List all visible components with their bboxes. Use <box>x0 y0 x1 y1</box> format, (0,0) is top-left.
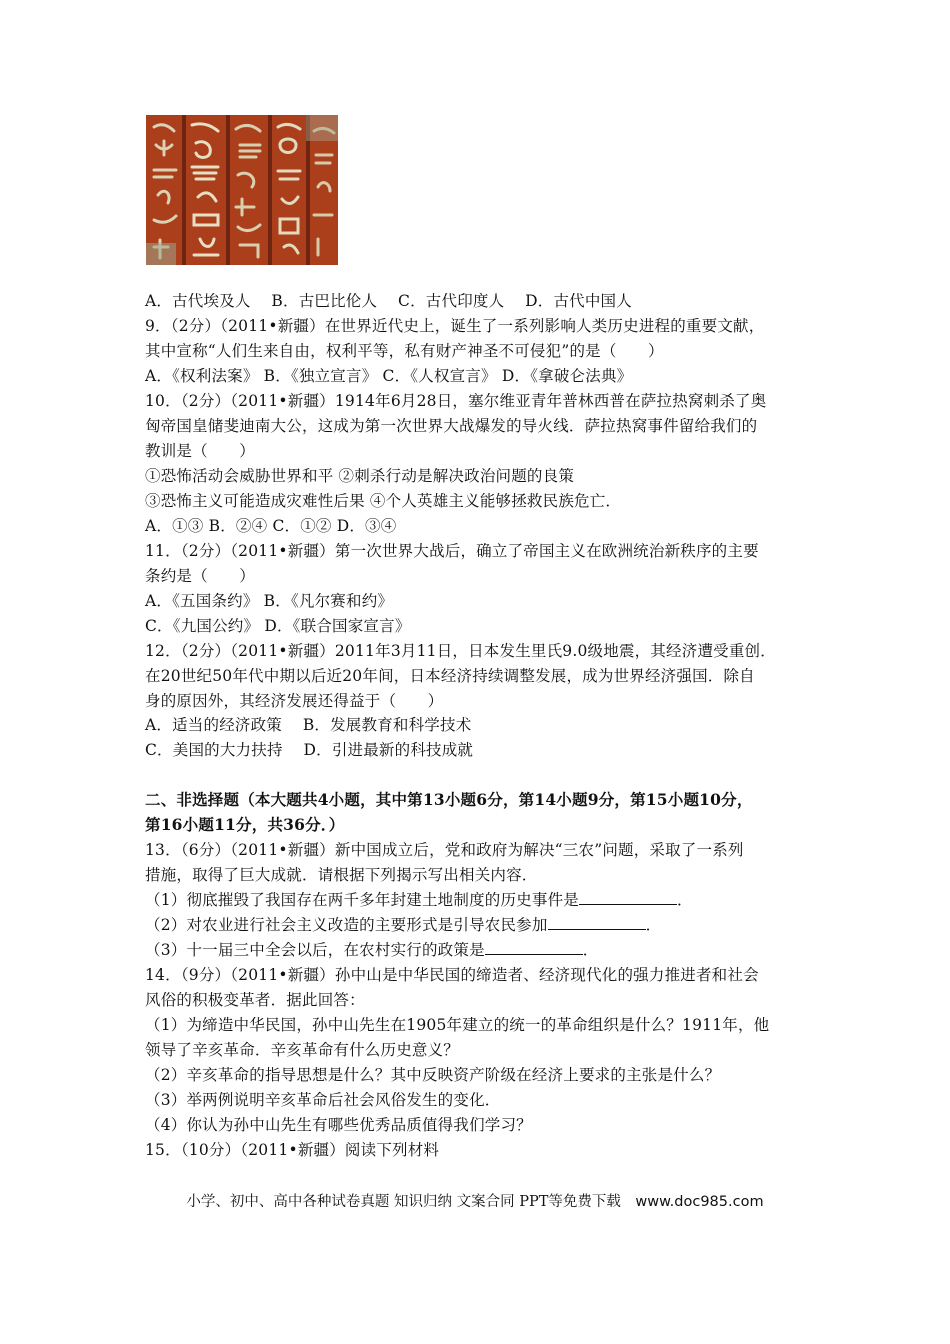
q12-options-2: C．美国的大力扶持 D．引进最新的科技成就 <box>145 741 474 759</box>
q11-options-2: C．《九国公约》 D．《联合国家宣言》 <box>145 617 411 635</box>
q14-part-3: （3）举两例说明辛亥革命后社会风俗发生的变化． <box>145 1091 501 1109</box>
q12-options-1: A．适当的经济政策 B．发展教育和科学技术 <box>145 716 472 734</box>
q9-options: A．《权利法案》 B．《独立宣言》 C．《人权宣言》 D．《拿破仑法典》 <box>145 367 633 385</box>
q13-part-3-end: ． <box>582 941 599 959</box>
q11-line-1: 11．（2分）（2011•新疆）第一次世界大战后，确立了帝国主义在欧洲统治新秩序的主要 <box>145 542 759 560</box>
q12-line-3: 身的原因外，其经济发展还得益于（ ） <box>145 692 444 710</box>
section-2-heading-line-2: 第16小题11分，共36分．） <box>145 815 345 834</box>
q11-options-1: A．《五国条约》 B．《凡尔赛和约》 <box>145 592 394 610</box>
q13-part-2-text: （2）对农业进行社会主义改造的主要形式是引导农民参加 <box>145 916 548 934</box>
q13-part-1-text: （1）彻底摧毁了我国存在两千多年封建土地制度的历史事件是 <box>145 891 579 909</box>
q14-part-2: （2）辛亥革命的指导思想是什么？其中反映资产阶级在经济上要求的主张是什么？ <box>145 1066 721 1084</box>
page-footer <box>0 1192 950 1212</box>
q13-part-1 <box>145 890 693 910</box>
footer-text: 小学、初中、高中各种试卷真题 知识归纳 文案合同 PPT等免费下载 <box>186 1194 636 1210</box>
q10-statement-1: ①恐怖活动会威胁世界和平 ②刺杀行动是解决政治问题的良策 <box>145 467 575 485</box>
q10-options: A．①③ B．②④ C．①② D．③④ <box>145 517 397 535</box>
q14-part-4: （4）你认为孙中山先生有哪些优秀品质值得我们学习？ <box>145 1116 532 1134</box>
q12-line-1: 12．（2分）（2011•新疆）2011年3月11日，日本发生里氏9.0级地震，其经济遭受重创． <box>145 642 776 660</box>
q13-part-3-text: （3）十一届三中全会以后，在农村实行的政策是 <box>145 941 485 959</box>
q13-line-1: 13．（6分）（2011•新疆）新中国成立后，党和政府为解决“三农”问题，采取了一系列 <box>145 841 744 859</box>
q14-line-2: 风俗的积极变革者．据此回答： <box>145 991 365 1009</box>
q10-line-2: 匈帝国皇储斐迪南大公，这成为第一次世界大战爆发的导火线．萨拉热窝事件留给我们的 <box>145 417 758 435</box>
q10-statement-2: ③恐怖主义可能造成灾难性后果 ④个人英雄主义能够拯救民族危亡． <box>145 492 622 510</box>
answer-blank[interactable] <box>485 940 583 955</box>
q10-line-3: 教训是（ ） <box>145 442 255 460</box>
q13-part-3 <box>145 940 598 960</box>
q14-line-1: 14．（9分）（2011•新疆）孙中山是中华民国的缔造者、经济现代化的强力推进者和社会 <box>145 966 759 984</box>
section-2-heading-line-1: 二、非选择题（本大题共4小题，其中第13小题6分，第14小题9分，第15小题10分， <box>145 790 753 809</box>
answer-blank[interactable] <box>579 890 677 905</box>
q12-line-2: 在20世纪50年代中期以后近20年间，日本经济持续调整发展，成为世界经济强国．除自 <box>145 667 755 685</box>
q14-part-1a: （1）为缔造中华民国，孙中山先生在1905年建立的统一的革命组织是什么？1911年，他 <box>145 1016 770 1034</box>
q13-line-2: 措施，取得了巨大成就．请根据下列揭示写出相关内容． <box>145 866 538 884</box>
answer-blank[interactable] <box>548 915 646 930</box>
q8-options: A．古代埃及人 B．古巴比伦人 C．古代印度人 D．古代中国人 <box>145 292 632 310</box>
q10-line-1: 10．（2分）（2011•新疆）1914年6月28日，塞尔维亚青年普林西普在萨拉热窝刺杀了奥 <box>145 392 767 410</box>
q15-line-1: 15．（10分）（2011•新疆）阅读下列材料 <box>145 1141 440 1159</box>
hieroglyph-image <box>146 115 338 265</box>
q9-line-1: 9．（2分）（2011•新疆）在世界近代史上，诞生了一系列影响人类历史进程的重要文献， <box>145 317 765 335</box>
q11-line-2: 条约是（ ） <box>145 567 255 585</box>
q13-part-1-end: ． <box>676 891 693 909</box>
hieroglyph-illustration <box>146 115 338 265</box>
q14-part-1b: 领导了辛亥革命．辛亥革命有什么历史意义？ <box>145 1041 460 1059</box>
q13-part-2-end: ． <box>645 916 662 934</box>
q13-part-2 <box>145 915 661 935</box>
footer-link[interactable]: www.doc985.com <box>635 1194 764 1210</box>
q9-line-2: 其中宣称“人们生来自由，权利平等，私有财产神圣不可侵犯”的是（ ） <box>145 342 664 360</box>
